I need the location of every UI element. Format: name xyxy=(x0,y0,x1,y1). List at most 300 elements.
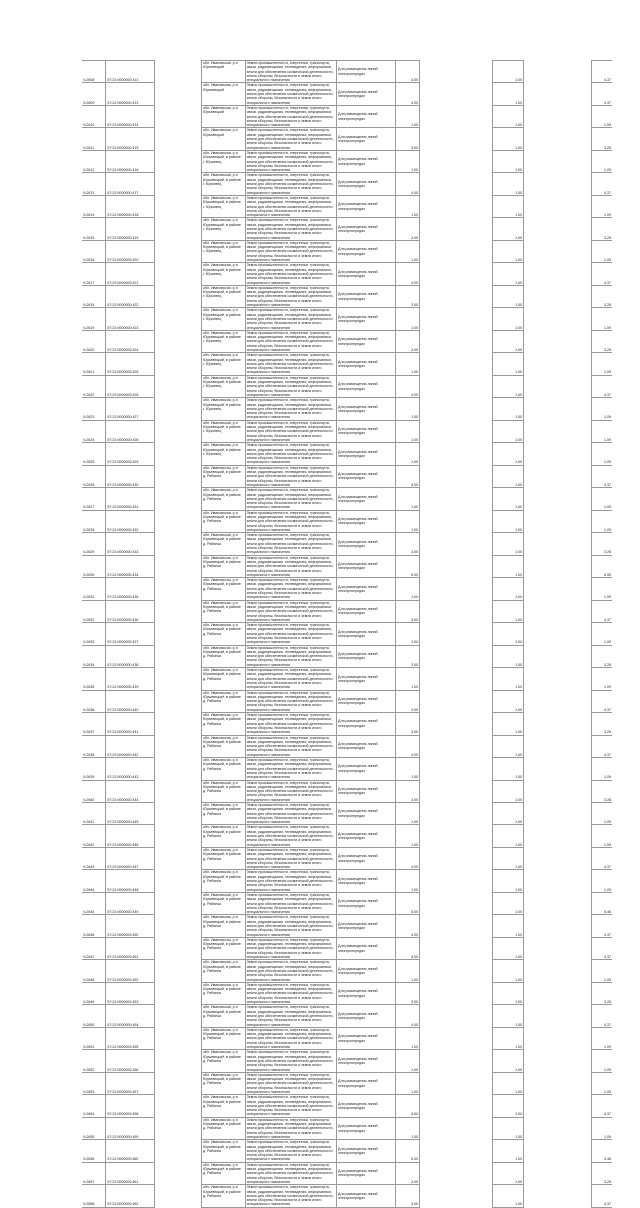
spacer xyxy=(155,825,202,847)
spacer xyxy=(155,915,202,937)
coefficient-value: 1,00 xyxy=(492,960,523,982)
row-id: Ч:2643 xyxy=(82,847,106,869)
cadastral-number: 57:22:0000000:462 xyxy=(106,1185,155,1207)
spacer xyxy=(524,802,592,824)
spacer xyxy=(155,1185,202,1207)
spacer xyxy=(420,1005,493,1027)
coefficient-value: 1,00 xyxy=(492,308,523,330)
land-category: Земли промышленности, энергетики, транспорта, связи, радиовещания, телевидения, информатики, земли для обеспечения космической деятельности, земли обороны, безопасности и земли иного специального назначения xyxy=(245,1162,336,1184)
row-id: Ч:2639 xyxy=(82,758,106,780)
spacer xyxy=(155,240,202,262)
row-id: Ч:2624 xyxy=(82,420,106,442)
location: обл. Ивановская, р-н Юрьевецкий, в районе д. Рябинка xyxy=(201,510,245,532)
table-row xyxy=(82,150,612,172)
permitted-use: Для размещения линий электропередач xyxy=(337,802,396,824)
total-value: 4,37 xyxy=(591,83,612,105)
spacer xyxy=(155,128,202,150)
location: обл. Ивановская, р-н Юрьевецкий, в районе г. Юрьевец xyxy=(201,420,245,442)
spacer xyxy=(420,61,493,83)
coefficient-value: 1,00 xyxy=(492,758,523,780)
row-id: Ч:2629 xyxy=(82,533,106,555)
spacer xyxy=(155,285,202,307)
area-value: 1,00 xyxy=(396,308,420,330)
location: обл. Ивановская, р-н Юрьевецкий, в районе д. Рябинка xyxy=(201,870,245,892)
spacer xyxy=(420,420,493,442)
cadastral-number: 57:22:0000000:431 xyxy=(106,488,155,510)
location: обл. Ивановская, р-н Юрьевецкий, в районе д. Рябинка xyxy=(201,780,245,802)
row-id: Ч:2635 xyxy=(82,668,106,690)
cadastral-number: 57:22:0000000:421 xyxy=(106,263,155,285)
cadastral-number: 57:22:0000000:435 xyxy=(106,578,155,600)
coefficient-value: 1,00 xyxy=(492,150,523,172)
total-value: 1,09 xyxy=(591,105,612,127)
row-id: Ч:2622 xyxy=(82,375,106,397)
total-value: 3,28 xyxy=(591,330,612,352)
land-category: Земли промышленности, энергетики, транспорта, связи, радиовещания, телевидения, информатики, земли для обеспечения космической деятельности, земли обороны, безопасности и земли иного специального назначения xyxy=(245,555,336,577)
table-row xyxy=(82,623,612,645)
coefficient-value: 1,00 xyxy=(492,375,523,397)
spacer xyxy=(420,128,493,150)
total-value: 1,09 xyxy=(591,510,612,532)
cadastral-number: 57:22:0000000:460 xyxy=(106,1140,155,1162)
area-value: 1,00 xyxy=(396,240,420,262)
cadastral-number: 57:22:0000000:424 xyxy=(106,330,155,352)
row-id: Ч:2608 xyxy=(82,61,106,83)
location: обл. Ивановская, р-н Юрьевецкий, в районе д. Рябинка xyxy=(201,1162,245,1184)
row-id: Ч:2621 xyxy=(82,353,106,375)
spacer xyxy=(524,1185,592,1207)
table-row xyxy=(82,398,612,420)
coefficient-value: 1,00 xyxy=(492,83,523,105)
area-value: 3,00 xyxy=(396,533,420,555)
permitted-use: Для размещения линий электропередач xyxy=(337,1162,396,1184)
spacer xyxy=(524,83,592,105)
spacer xyxy=(420,195,493,217)
spacer xyxy=(524,1072,592,1094)
cadastral-number: 57:22:0000000:446 xyxy=(106,825,155,847)
spacer xyxy=(524,623,592,645)
area-value: 4,00 xyxy=(396,1095,420,1117)
permitted-use: Для размещения линий электропередач xyxy=(337,1072,396,1094)
spacer xyxy=(155,802,202,824)
spacer xyxy=(524,982,592,1004)
land-category: Земли промышленности, энергетики, транспорта, связи, радиовещания, телевидения, информатики, земли для обеспечения космической деятельности, земли обороны, безопасности и земли иного специального назначения xyxy=(245,465,336,487)
spacer xyxy=(524,1095,592,1117)
cadastral-number: 57:22:0000000:434 xyxy=(106,555,155,577)
location: обл. Ивановская, р-н Юрьевецкий, в районе д. Рябинка xyxy=(201,578,245,600)
total-value: 4,37 xyxy=(591,600,612,622)
table-row xyxy=(82,1072,612,1094)
area-value: 1,00 xyxy=(396,353,420,375)
table-row xyxy=(82,555,612,577)
coefficient-value: 1,00 xyxy=(492,690,523,712)
total-value: 1,09 xyxy=(591,623,612,645)
location: обл. Ивановская, р-н Юрьевецкий, в районе д. Рябинка xyxy=(201,960,245,982)
permitted-use: Для размещения линий электропередач xyxy=(337,690,396,712)
area-value: 4,00 xyxy=(396,465,420,487)
row-id: Ч:2623 xyxy=(82,398,106,420)
land-category: Земли промышленности, энергетики, транспорта, связи, радиовещания, телевидения, информатики, земли для обеспечения космической деятельности, земли обороны, безопасности и земли иного специального назначения xyxy=(245,150,336,172)
table-row xyxy=(82,758,612,780)
spacer xyxy=(524,105,592,127)
total-value: 5,46 xyxy=(591,892,612,914)
area-value: 1,00 xyxy=(396,443,420,465)
permitted-use: Для размещения линий электропередач xyxy=(337,623,396,645)
cadastral-number: 57:22:0000000:437 xyxy=(106,623,155,645)
spacer xyxy=(155,1005,202,1027)
spacer xyxy=(155,83,202,105)
total-value: 1,09 xyxy=(591,240,612,262)
table-row xyxy=(82,83,612,105)
spacer xyxy=(155,150,202,172)
row-id: Ч:2612 xyxy=(82,150,106,172)
spacer xyxy=(155,892,202,914)
spacer xyxy=(155,308,202,330)
coefficient-value: 1,00 xyxy=(492,465,523,487)
row-id: Ч:2611 xyxy=(82,128,106,150)
land-category: Земли промышленности, энергетики, транспорта, связи, радиовещания, телевидения, информатики, земли для обеспечения космической деятельности, земли обороны, безопасности и земли иного специального назначения xyxy=(245,960,336,982)
cadastral-number: 57:22:0000000:425 xyxy=(106,353,155,375)
total-value: 3,28 xyxy=(591,285,612,307)
land-category: Земли промышленности, энергетики, транспорта, связи, радиовещания, телевидения, информатики, земли для обеспечения космической деятельности, земли обороны, безопасности и земли иного специального назначения xyxy=(245,443,336,465)
permitted-use: Для размещения линий электропередач xyxy=(337,533,396,555)
cadastral-number: 57:22:0000000:452 xyxy=(106,960,155,982)
total-value: 1,09 xyxy=(591,1027,612,1049)
area-value: 4,00 xyxy=(396,263,420,285)
spacer xyxy=(524,937,592,959)
cadastral-number: 57:22:0000000:413 xyxy=(106,83,155,105)
spacer xyxy=(524,1140,592,1162)
table-row xyxy=(82,937,612,959)
spacer xyxy=(420,173,493,195)
location: обл. Ивановская, р-н Юрьевецкий xyxy=(201,61,245,83)
cadastral-number: 57:22:0000000:440 xyxy=(106,690,155,712)
cadastral-number: 57:22:0000000:454 xyxy=(106,1005,155,1027)
permitted-use: Для размещения линий электропередач xyxy=(337,150,396,172)
cadastral-number: 57:22:0000000:415 xyxy=(106,128,155,150)
permitted-use: Для размещения линий электропередач xyxy=(337,915,396,937)
cadastral-number: 57:22:0000000:432 xyxy=(106,510,155,532)
table-row xyxy=(82,713,612,735)
permitted-use: Для размещения линий электропередач xyxy=(337,1005,396,1027)
area-value: 4,00 xyxy=(396,375,420,397)
table-row xyxy=(82,982,612,1004)
spacer xyxy=(155,173,202,195)
total-value: 1,09 xyxy=(591,488,612,510)
permitted-use: Для размещения линий электропередач xyxy=(337,1117,396,1139)
permitted-use: Для размещения линий электропередач xyxy=(337,780,396,802)
table-row xyxy=(82,488,612,510)
spacer xyxy=(524,330,592,352)
spacer xyxy=(420,1095,493,1117)
spacer xyxy=(420,960,493,982)
cadastral-number: 57:22:0000000:448 xyxy=(106,870,155,892)
row-id: Ч:2644 xyxy=(82,870,106,892)
spacer xyxy=(420,668,493,690)
area-value: 3,00 xyxy=(396,645,420,667)
land-category: Земли промышленности, энергетики, транспорта, связи, радиовещания, телевидения, информатики, земли для обеспечения космической деятельности, земли обороны, безопасности и земли иного специального назначения xyxy=(245,623,336,645)
table-row xyxy=(82,285,612,307)
land-category: Земли промышленности, энергетики, транспорта, связи, радиовещания, телевидения, информатики, земли для обеспечения космической деятельности, земли обороны, безопасности и земли иного специального назначения xyxy=(245,533,336,555)
location: обл. Ивановская, р-н Юрьевецкий, в районе д. Рябинка xyxy=(201,825,245,847)
row-id: Ч:2641 xyxy=(82,802,106,824)
permitted-use: Для размещения линий электропередач xyxy=(337,600,396,622)
location: обл. Ивановская, р-н Юрьевецкий, в районе д. Рябинка xyxy=(201,623,245,645)
location: обл. Ивановская, р-н Юрьевецкий, в районе д. Рябинка xyxy=(201,488,245,510)
spacer xyxy=(155,1117,202,1139)
spacer xyxy=(524,240,592,262)
row-id: Ч:2625 xyxy=(82,443,106,465)
permitted-use: Для размещения линий электропередач xyxy=(337,1027,396,1049)
total-value: 1,09 xyxy=(591,1072,612,1094)
area-value: 4,00 xyxy=(396,847,420,869)
total-value: 1,09 xyxy=(591,308,612,330)
table-row xyxy=(82,915,612,937)
row-id: Ч:2654 xyxy=(82,1095,106,1117)
total-value: 3,28 xyxy=(591,218,612,240)
row-id: Ч:2649 xyxy=(82,982,106,1004)
area-value: 1,00 xyxy=(396,105,420,127)
row-id: Ч:2652 xyxy=(82,1050,106,1072)
cadastral-number: 57:22:0000000:453 xyxy=(106,982,155,1004)
location: обл. Ивановская, р-н Юрьевецкий, в районе г. Юрьевец xyxy=(201,375,245,397)
row-id: Ч:2626 xyxy=(82,465,106,487)
spacer xyxy=(155,1072,202,1094)
total-value: 4,37 xyxy=(591,61,612,83)
permitted-use: Для размещения линий электропередач xyxy=(337,578,396,600)
coefficient-value: 1,00 xyxy=(492,61,523,83)
coefficient-value: 1,00 xyxy=(492,1095,523,1117)
spacer xyxy=(155,847,202,869)
land-category: Земли промышленности, энергетики, транспорта, связи, радиовещания, телевидения, информатики, земли для обеспечения космической деятельности, земли обороны, безопасности и земли иного специального назначения xyxy=(245,61,336,83)
coefficient-value: 1,00 xyxy=(492,915,523,937)
spacer xyxy=(420,218,493,240)
cadastral-number: 57:22:0000000:444 xyxy=(106,780,155,802)
spacer xyxy=(155,578,202,600)
table-row xyxy=(82,420,612,442)
area-value: 1,00 xyxy=(396,758,420,780)
spacer xyxy=(155,982,202,1004)
spacer xyxy=(420,1162,493,1184)
location: обл. Ивановская, р-н Юрьевецкий, в районе д. Рябинка xyxy=(201,982,245,1004)
land-category: Земли промышленности, энергетики, транспорта, связи, радиовещания, телевидения, информатики, земли для обеспечения космической деятельности, земли обороны, безопасности и земли иного специального назначения xyxy=(245,578,336,600)
row-id: Ч:2636 xyxy=(82,690,106,712)
table-row xyxy=(82,128,612,150)
row-id: Ч:2634 xyxy=(82,645,106,667)
area-value: 4,00 xyxy=(396,1185,420,1207)
spacer xyxy=(420,240,493,262)
land-category: Земли промышленности, энергетики, транспорта, связи, радиовещания, телевидения, информатики, земли для обеспечения космической деятельности, земли обороны, безопасности и земли иного специального назначения xyxy=(245,285,336,307)
location: обл. Ивановская, р-н Юрьевецкий, в районе д. Рябинка xyxy=(201,735,245,757)
spacer xyxy=(420,1050,493,1072)
land-category: Земли промышленности, энергетики, транспорта, связи, радиовещания, телевидения, информатики, земли для обеспечения космической деятельности, земли обороны, безопасности и земли иного специального назначения xyxy=(245,83,336,105)
spacer xyxy=(420,645,493,667)
total-value: 6,55 xyxy=(591,555,612,577)
spacer xyxy=(420,1027,493,1049)
permitted-use: Для размещения линий электропередач xyxy=(337,847,396,869)
spacer xyxy=(420,713,493,735)
total-value: 1,09 xyxy=(591,825,612,847)
spacer xyxy=(155,510,202,532)
land-category: Земли промышленности, энергетики, транспорта, связи, радиовещания, телевидения, информатики, земли для обеспечения космической деятельности, земли обороны, безопасности и земли иного специального назначения xyxy=(245,105,336,127)
land-category: Земли промышленности, энергетики, транспорта, связи, радиовещания, телевидения, информатики, земли для обеспечения космической деятельности, земли обороны, безопасности и земли иного специального назначения xyxy=(245,263,336,285)
row-id: Ч:2647 xyxy=(82,937,106,959)
spacer xyxy=(420,465,493,487)
table-row xyxy=(82,668,612,690)
location: обл. Ивановская, р-н Юрьевецкий xyxy=(201,128,245,150)
permitted-use: Для размещения линий электропередач xyxy=(337,713,396,735)
area-value: 3,00 xyxy=(396,128,420,150)
land-category: Земли промышленности, энергетики, транспорта, связи, радиовещания, телевидения, информатики, земли для обеспечения космической деятельности, земли обороны, безопасности и земли иного специального назначения xyxy=(245,1005,336,1027)
spacer xyxy=(155,1050,202,1072)
permitted-use: Для размещения линий электропередач xyxy=(337,735,396,757)
location: обл. Ивановская, р-н Юрьевецкий, в районе д. Рябинка xyxy=(201,465,245,487)
table-row xyxy=(82,61,612,83)
row-id: Ч:2650 xyxy=(82,1005,106,1027)
coefficient-value: 1,00 xyxy=(492,240,523,262)
row-id: Ч:2642 xyxy=(82,825,106,847)
land-category: Земли промышленности, энергетики, транспорта, связи, радиовещания, телевидения, информатики, земли для обеспечения космической деятельности, земли обороны, безопасности и земли иного специального назначения xyxy=(245,308,336,330)
coefficient-value: 1,00 xyxy=(492,623,523,645)
spacer xyxy=(155,780,202,802)
table-row xyxy=(82,330,612,352)
coefficient-value: 1,00 xyxy=(492,1072,523,1094)
row-id: Ч:2616 xyxy=(82,240,106,262)
cadastral-number: 57:22:0000000:419 xyxy=(106,218,155,240)
coefficient-value: 1,00 xyxy=(492,488,523,510)
spacer xyxy=(524,1027,592,1049)
table-row xyxy=(82,802,612,824)
location: обл. Ивановская, р-н Юрьевецкий, в районе д. Рябинка xyxy=(201,1185,245,1207)
area-value: 5,00 xyxy=(396,1140,420,1162)
permitted-use: Для размещения линий электропередач xyxy=(337,937,396,959)
land-category: Земли промышленности, энергетики, транспорта, связи, радиовещания, телевидения, информатики, земли для обеспечения космической деятельности, земли обороны, безопасности и земли иного специального назначения xyxy=(245,1185,336,1207)
row-id: Ч:2627 xyxy=(82,488,106,510)
land-category: Земли промышленности, энергетики, транспорта, связи, радиовещания, телевидения, информатики, земли для обеспечения космической деятельности, земли обороны, безопасности и земли иного специального назначения xyxy=(245,937,336,959)
spacer xyxy=(524,465,592,487)
location: обл. Ивановская, р-н Юрьевецкий, в районе д. Рябинка xyxy=(201,758,245,780)
coefficient-value: 1,00 xyxy=(492,870,523,892)
area-value: 1,00 xyxy=(396,1117,420,1139)
permitted-use: Для размещения линий электропередач xyxy=(337,982,396,1004)
permitted-use: Для размещения линий электропередач xyxy=(337,825,396,847)
total-value: 1,09 xyxy=(591,398,612,420)
row-id: Ч:2633 xyxy=(82,623,106,645)
row-id: Ч:2619 xyxy=(82,308,106,330)
coefficient-value: 1,00 xyxy=(492,173,523,195)
land-plots-register xyxy=(82,60,612,1208)
area-value: 3,00 xyxy=(396,780,420,802)
spacer xyxy=(524,285,592,307)
land-category: Земли промышленности, энергетики, транспорта, связи, радиовещания, телевидения, информатики, земли для обеспечения космической деятельности, земли обороны, безопасности и земли иного специального назначения xyxy=(245,398,336,420)
area-value: 3,00 xyxy=(396,285,420,307)
area-value: 3,00 xyxy=(396,713,420,735)
location: обл. Ивановская, р-н Юрьевецкий, в районе г. Юрьевец xyxy=(201,353,245,375)
spacer xyxy=(420,105,493,127)
spacer xyxy=(420,690,493,712)
total-value: 3,28 xyxy=(591,982,612,1004)
coefficient-value: 1,00 xyxy=(492,263,523,285)
cadastral-number: 57:22:0000000:412 xyxy=(106,61,155,83)
land-category: Земли промышленности, энергетики, транспорта, связи, радиовещания, телевидения, информатики, земли для обеспечения космической деятельности, земли обороны, безопасности и земли иного специального назначения xyxy=(245,892,336,914)
area-value: 6,00 xyxy=(396,555,420,577)
row-id: Ч:2658 xyxy=(82,1185,106,1207)
table-row xyxy=(82,375,612,397)
total-value: 1,09 xyxy=(591,578,612,600)
row-id: Ч:2614 xyxy=(82,195,106,217)
location: обл. Ивановская, р-н Юрьевецкий, в районе д. Рябинка xyxy=(201,1050,245,1072)
total-value: 1,09 xyxy=(591,1117,612,1139)
spacer xyxy=(524,173,592,195)
table-row xyxy=(82,218,612,240)
row-id: Ч:2615 xyxy=(82,218,106,240)
spacer xyxy=(524,218,592,240)
spacer xyxy=(155,353,202,375)
land-category: Земли промышленности, энергетики, транспорта, связи, радиовещания, телевидения, информатики, земли для обеспечения космической деятельности, земли обороны, безопасности и земли иного специального назначения xyxy=(245,802,336,824)
area-value: 1,00 xyxy=(396,195,420,217)
area-value: 1,00 xyxy=(396,870,420,892)
total-value: 4,37 xyxy=(591,263,612,285)
permitted-use: Для размещения линий электропередач xyxy=(337,870,396,892)
coefficient-value: 1,00 xyxy=(492,802,523,824)
location: обл. Ивановская, р-н Юрьевецкий, в районе д. Рябинка xyxy=(201,713,245,735)
land-category: Земли промышленности, энергетики, транспорта, связи, радиовещания, телевидения, информатики, земли для обеспечения космической деятельности, земли обороны, безопасности и земли иного специального назначения xyxy=(245,510,336,532)
location: обл. Ивановская, р-н Юрьевецкий, в районе д. Рябинка xyxy=(201,645,245,667)
table-row xyxy=(82,600,612,622)
row-id: Ч:2631 xyxy=(82,578,106,600)
location: обл. Ивановская, р-н Юрьевецкий, в районе г. Юрьевец xyxy=(201,218,245,240)
total-value: 1,09 xyxy=(591,758,612,780)
cadastral-number: 57:22:0000000:423 xyxy=(106,308,155,330)
cadastral-number: 57:22:0000000:445 xyxy=(106,802,155,824)
coefficient-value: 1,00 xyxy=(492,1162,523,1184)
land-category: Земли промышленности, энергетики, транспорта, связи, радиовещания, телевидения, информатики, земли для обеспечения космической деятельности, земли обороны, безопасности и земли иного специального назначения xyxy=(245,735,336,757)
spacer xyxy=(524,892,592,914)
row-id: Ч:2632 xyxy=(82,600,106,622)
coefficient-value: 1,00 xyxy=(492,1117,523,1139)
total-value: 3,28 xyxy=(591,645,612,667)
spacer xyxy=(420,150,493,172)
coefficient-value: 1,00 xyxy=(492,668,523,690)
land-category: Земли промышленности, энергетики, транспорта, связи, радиовещания, телевидения, информатики, земли для обеспечения космической деятельности, земли обороны, безопасности и земли иного специального назначения xyxy=(245,1095,336,1117)
area-value: 4,00 xyxy=(396,83,420,105)
cadastral-number: 57:22:0000000:436 xyxy=(106,600,155,622)
permitted-use: Для размещения линий электропередач xyxy=(337,240,396,262)
permitted-use: Для размещения линий электропередач xyxy=(337,61,396,83)
table-row xyxy=(82,645,612,667)
area-value: 4,00 xyxy=(396,173,420,195)
spacer xyxy=(420,353,493,375)
spacer xyxy=(155,600,202,622)
area-value: 4,00 xyxy=(396,937,420,959)
cadastral-number: 57:22:0000000:422 xyxy=(106,285,155,307)
coefficient-value: 1,00 xyxy=(492,578,523,600)
spacer xyxy=(155,1140,202,1162)
table-row xyxy=(82,1185,612,1207)
permitted-use: Для размещения линий электропередач xyxy=(337,285,396,307)
coefficient-value: 1,00 xyxy=(492,105,523,127)
area-value: 3,00 xyxy=(396,330,420,352)
coefficient-value: 1,00 xyxy=(492,1005,523,1027)
land-category: Земли промышленности, энергетики, транспорта, связи, радиовещания, телевидения, информатики, земли для обеспечения космической деятельности, земли обороны, безопасности и земли иного специального назначения xyxy=(245,825,336,847)
area-value: 1,00 xyxy=(396,578,420,600)
spacer xyxy=(524,375,592,397)
table-row xyxy=(82,1050,612,1072)
row-id: Ч:2646 xyxy=(82,915,106,937)
cadastral-number: 57:22:0000000:459 xyxy=(106,1117,155,1139)
total-value: 1,09 xyxy=(591,1050,612,1072)
land-category: Земли промышленности, энергетики, транспорта, связи, радиовещания, телевидения, информатики, земли для обеспечения космической деятельности, земли обороны, безопасности и земли иного специального назначения xyxy=(245,1027,336,1049)
